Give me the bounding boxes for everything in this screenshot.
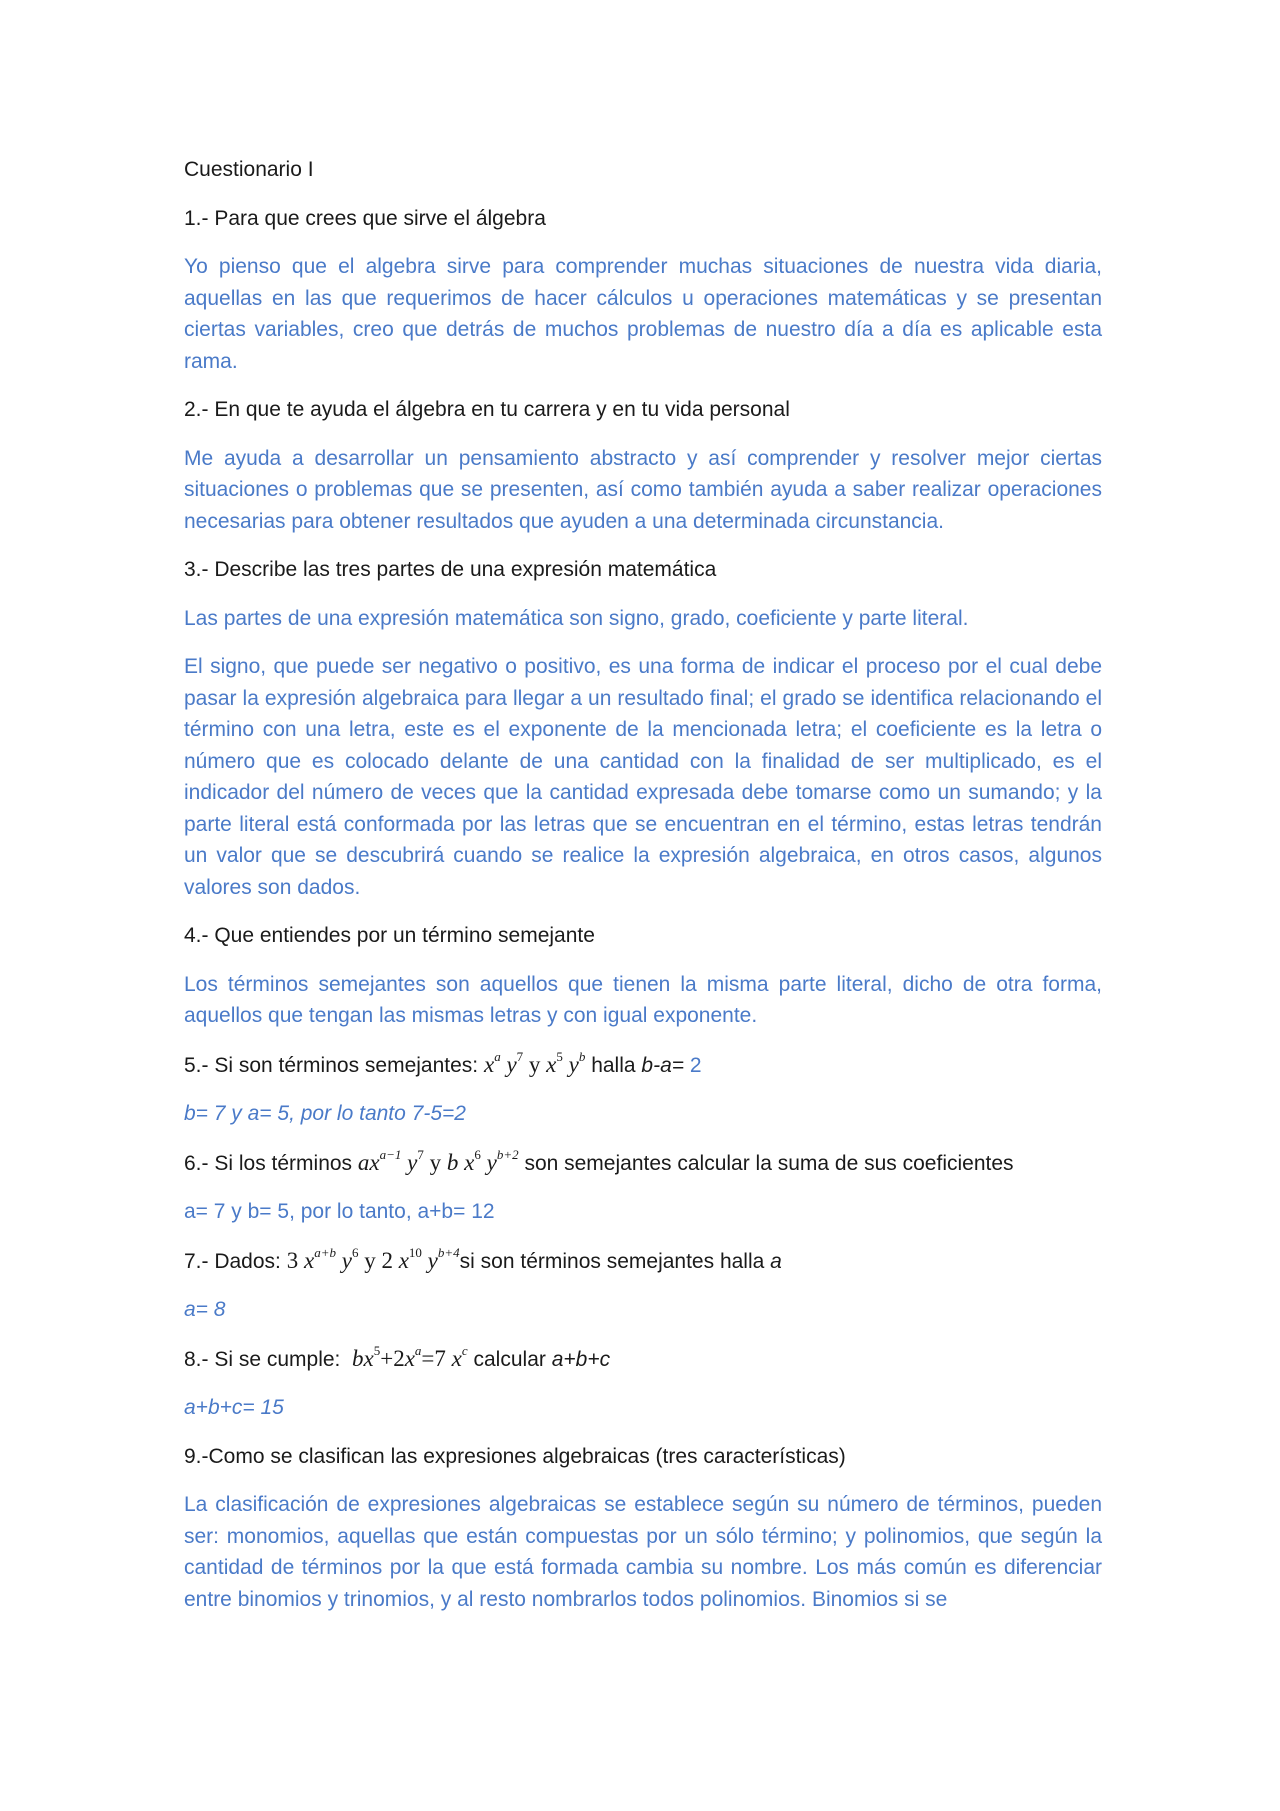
question-8-target: a+b+c: [551, 1347, 611, 1371]
question-7-formula: 3 $x^{a+b}$ $y^6$ y 2 $x^{10}$ $y^{b+4}$: [286, 1244, 460, 1273]
question-9: 9.-Como se clasifican las expresiones algebraicas (tres características): [184, 1444, 846, 1468]
answer-8: a+b+c= 15: [184, 1396, 284, 1419]
question-5-formula: $x^a$ $y^7$ y $x^5$ $y^b$: [483, 1048, 586, 1077]
answer-6: a= 7 y b= 5, por lo tanto, a+b= 12: [184, 1200, 495, 1223]
answer-9: La clasificación de expresiones algebraicas se establece según su número de términos, pueden ser: monomios, aquellas que están compuestas por un sólo término; y polinomios, que según la cantidad de términos por la que está formada cambia su nombre. Los más común es diferenciar entre binomios y trinomios, y al resto nombrarlos todos polinomios. Binomios si se: [184, 1493, 1102, 1611]
answer-4: Los términos semejantes son aquellos que tienen la misma parte literal, dicho de otra forma, aquellos que tengan las mismas letras y con igual exponente.: [184, 972, 1102, 1027]
question-1: 1.- Para que crees que sirve el álgebra: [184, 206, 546, 230]
question-3: 3.- Describe las tres partes de una expresión matemática: [184, 558, 717, 581]
answer-3-detail: El signo, que puede ser negativo o positivo, es una forma de indicar el proceso por el cual debe pasar la expresión algebraica para llegar a un resultado final; el grado se identifica relacionando el término con una letra, este es el exponente de la mencionada letra; el coeficiente es la letra o número que es colocado delante de una cantidad con la finalidad de ser multiplicado, es el indicador del número de veces que la cantidad expresada debe tomarse como un sumando; y la parte literal está conformada por las letras que se encuentran en el término, estas letras tendrán un valor que se descubrirá cuando se realice la expresión algebraica, en otros casos, algunos valores son dados.: [184, 655, 1102, 899]
answer-1: Yo pienso que el algebra sirve para comprender muchas situaciones de nuestra vida diaria, aquellas en las que requerimos de hacer cálculos u operaciones matemáticas y se presentan ciertas variables, creo que detrás de muchos problemas de nuestro día a día es aplicable esta rama.: [184, 255, 1102, 373]
question-7-suffix: si son términos semejantes halla: [459, 1249, 765, 1273]
question-2: 2.- En que te ayuda el álgebra en tu carrera y en tu vida personal: [184, 398, 790, 421]
question-6-prefix: 6.- Si los términos: [184, 1151, 353, 1175]
answer-7: a= 8: [184, 1298, 226, 1321]
answer-2: Me ayuda a desarrollar un pensamiento abstracto y así comprender y resolver mejor ciertas situaciones o problemas que se presenten, así como también ayuda a saber realizar operaciones necesarias para obtener resultados que ayuden a una determinada circunstancia.: [184, 446, 1102, 533]
question-7-var: a: [770, 1249, 782, 1273]
document-body: [184, 154, 1102, 1632]
question-5: [184, 1049, 1102, 1082]
question-7: [184, 1245, 1102, 1278]
question-7-prefix: 7.- Dados:: [184, 1249, 281, 1273]
question-5-target: b-a=: [641, 1053, 685, 1077]
question-5-inline-answer: 2: [689, 1053, 702, 1077]
question-5-halla: halla: [591, 1053, 636, 1077]
question-8-suffix: calcular: [473, 1347, 546, 1371]
question-8-prefix: 8.- Si se cumple:: [184, 1347, 341, 1371]
question-6: [184, 1147, 1102, 1180]
document-title: Cuestionario I: [184, 158, 314, 181]
answer-3-summary: Las partes de una expresión matemática son signo, grado, coeficiente y parte literal.: [184, 606, 969, 630]
question-4: 4.- Que entiendes por un término semejante: [184, 924, 595, 947]
question-6-suffix: son semejantes calcular la suma de sus coeficientes: [524, 1151, 1014, 1175]
question-8: [184, 1343, 1102, 1376]
answer-5: b= 7 y a= 5, por lo tanto 7-5=2: [184, 1102, 466, 1125]
question-5-prefix: 5.- Si son términos semejantes:: [184, 1053, 479, 1077]
question-8-formula: $bx^5+2x^a=7$ $x^c$: [346, 1342, 468, 1371]
question-6-formula: $ax^{a-1}$ $y^7$ y b $x^6$ $y^{b+2}$: [357, 1146, 519, 1175]
